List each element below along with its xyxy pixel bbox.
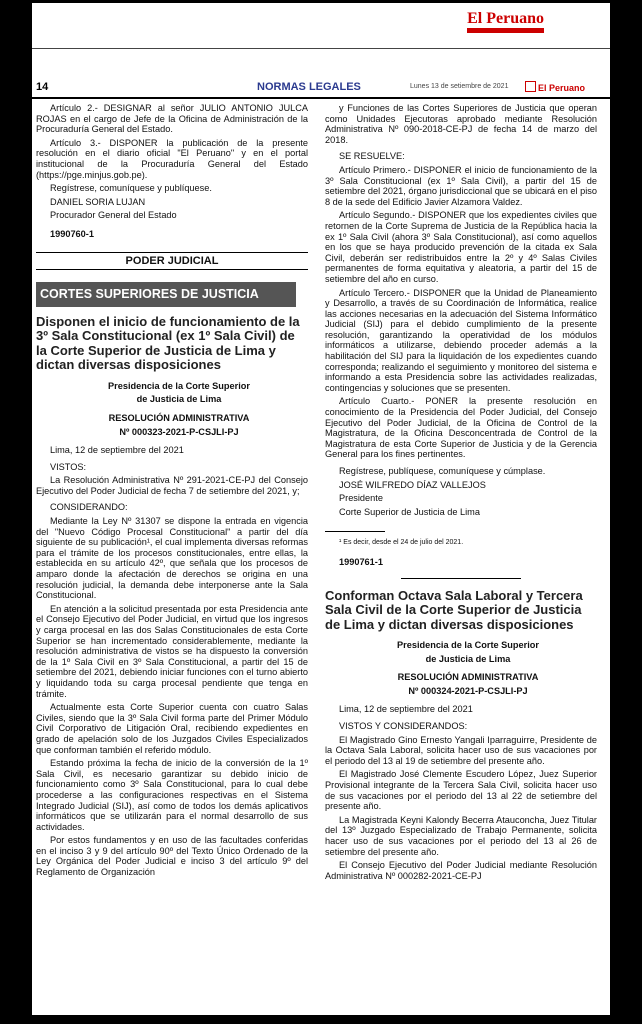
paragraph: Artículo 3.- DISPONER la publicación de la presente resolución en el diario oficial "El Peruano" y en el portal institucional de la Procuraduría General del Estado (https://pge.minjus.gob.pe). bbox=[36, 137, 308, 180]
paragraph: Regístrese, comuníquese y publíquese. bbox=[50, 183, 212, 194]
paragraph: Artículo 2.- DESIGNAR al señor JULIO ANTONIO JULCA ROJAS en el cargo de Jefe de la Oficina de Administración de la Procuraduría General del Estado. bbox=[36, 103, 308, 135]
subheading: CONSIDERANDO: bbox=[50, 502, 128, 513]
resolution-number: Nº 000323-2021-P-CSJLI-PJ bbox=[119, 426, 239, 437]
header-brand: El Peruano bbox=[525, 81, 585, 93]
signature-name: DANIEL SORIA LUJAN bbox=[50, 196, 146, 207]
paragraph: En atención a la solicitud presentada por esta Presidencia ante el Consejo Ejecutivo del Poder Judicial, en virtud que los ingresos y carga procesal en las dos Salas Constitucionales de esta Corte Superior se han incrementado considerablemente, mediante la resolución administrativa de vistos se ha dispuesto la conversión de la 1º Sala Civil en 3º Sala Constitucional, a partir del 15 de setiembre del 2021, debiendo iniciar funciones con el turno abierto y liquidando toda su carga procesal pendiente que tenga en trámite. bbox=[36, 603, 308, 699]
issuer-line: de Justicia de Lima bbox=[425, 653, 511, 664]
issuer-line: de Justicia de Lima bbox=[136, 394, 222, 405]
peru-shield-icon bbox=[525, 81, 536, 92]
newspaper-page bbox=[32, 3, 610, 1015]
masthead bbox=[32, 3, 610, 43]
right-column bbox=[325, 103, 597, 884]
subheading: VISTOS Y CONSIDERANDOS: bbox=[339, 721, 468, 732]
place-date: Lima, 12 de septiembre del 2021 bbox=[50, 445, 184, 456]
subheading: SE RESUELVE: bbox=[339, 151, 405, 162]
section-title: NORMAS LEGALES bbox=[257, 81, 361, 93]
subheading: VISTOS: bbox=[50, 461, 87, 472]
issue-date: Lunes 13 de setiembre de 2021 bbox=[410, 83, 509, 90]
footnote-rule bbox=[325, 531, 385, 532]
paragraph: La Magistrada Keyni Kalondy Becerra Atauconcha, Juez Titular del 13º Juzgado Especializado de Trabajo Permanente, solicita hacer uso de sus vacaciones por el periodo del 13 al 26 de setiembre del presente año. bbox=[325, 814, 597, 857]
issuer-line: Presidencia de la Corte Superior bbox=[108, 380, 250, 391]
section-heading: PODER JUDICIAL bbox=[36, 252, 308, 271]
issuer-line: Presidencia de la Corte Superior bbox=[397, 640, 539, 651]
signature-title: Presidente bbox=[339, 493, 383, 504]
paragraph: Por estos fundamentos y en uso de las facultades conferidas en el inciso 3 y 9 del artículo 90º del Texto Único Ordenado de la Ley Orgánica del Poder Judicial e inciso 3 del artículo 9º del Reglamento de Organización bbox=[36, 835, 308, 878]
signature-org: Corte Superior de Justicia de Lima bbox=[339, 506, 480, 517]
paragraph: Actualmente esta Corte Superior cuenta con cuatro Salas Civiles, siendo que la 3º Sala Civil forma parte del Primer Módulo Civil Corporativo de Litigación Oral, recibiendo expedientes en grado de apelación solo de los Juzgados Civiles Especializados que conforman también el referido módulo. bbox=[36, 702, 308, 755]
footnote: ¹ Es decir, desde el 24 de julio del 2021. bbox=[339, 539, 464, 547]
article-headline: Conforman Octava Sala Laboral y Tercera Sala Civil de la Corte Superior de Justicia de Lima y dictan diversas disposiciones bbox=[325, 587, 583, 632]
paragraph: Artículo Cuarto.- PONER la presente resolución en conocimiento de la Presidencia del Poder Judicial, del Consejo Ejecutivo del Poder Judicial, de la Oficina de Control de la Magistratura, de la Oficina Desconcentrada de Control de la Magistratura de esta Corte Superior de Justicia y de la Gerencia General para los fines pertinentes. bbox=[325, 396, 597, 460]
signature-name: JOSÉ WILFREDO DÍAZ VALLEJOS bbox=[339, 479, 486, 490]
paragraph: Mediante la Ley Nº 31307 se dispone la entrada en vigencia del "Nuevo Código Procesal Constitucional" a partir del día siguiente de su publicación¹, el cual implementa diversas reformas para el trámite de los procesos constitucionales, entre ellas, la establecida en su artículo 42º, que señala que los procesos de amparo donde la afectación de derechos se origina en una resolución judicial, la demanda debe interponerse ante la Sala Constitucional. bbox=[36, 516, 308, 601]
divider bbox=[401, 578, 521, 579]
paragraph: Regístrese, publíquese, comuníquese y cúmplase. bbox=[339, 466, 546, 476]
resolution-title: RESOLUCIÓN ADMINISTRATIVA bbox=[397, 672, 539, 683]
paragraph: Artículo Segundo.- DISPONER que los expedientes civiles que retornen de la Corte Suprema de Justicia de la República hacia la ex 1º Sala Civil (ahora 3º Sala Constitucional), así como aquellos en los que se haya producido prevención de la citada ex Sala Civil, deberán ser redistribuidos entre la 2º y 4º Salas Civiles permanentes de forma equitativa y aleatoria, a partir del 15 de setiembre del año en curso. bbox=[325, 210, 597, 284]
el-peruano-logo: El Peruano bbox=[467, 11, 544, 33]
page-number: 14 bbox=[36, 81, 49, 93]
document-code: 1990761-1 bbox=[339, 556, 383, 567]
paragraph: El Consejo Ejecutivo del Poder Judicial mediante Resolución Administrativa Nº 000282-2021-CE-PJ bbox=[325, 860, 597, 881]
page-header bbox=[32, 79, 610, 99]
resolution-title: RESOLUCIÓN ADMINISTRATIVA bbox=[108, 412, 250, 423]
paragraph: Artículo Tercero.- DISPONER que la Unidad de Planeamiento y Desarrollo, a través de su Coordinación de Informática, realice las acciones necesarias en la adecuación del Sistema Informático Judicial (SIJ) para el debido cumplimiento de la presente resolución, garantizando la operatividad de los módulos informáticos a utilizarse, debiendo proceder además a la habilitación del SIJ para la liquidación de los expedientes cuando corresponda; realizando el seguimiento y monitoreo del sistema e informando a esta Presidencia sobre las actividades realizadas, contingencias y soluciones que se presenten. bbox=[325, 287, 597, 393]
paragraph: Estando próxima la fecha de inicio de la conversión de la 1º Sala Civil, es necesario garantizar su debido inicio de funcionamiento como 3º Sala Constitucional, para lo cual debe procederse a las configuraciones respectivas en el Sistema Integrado Judicial (SIJ), así como de todos los demás aplicativos informáticos que se utilizarán para el normal desarrollo de sus actividades. bbox=[36, 758, 308, 832]
paragraph: La Resolución Administrativa Nº 291-2021-CE-PJ del Consejo Ejecutivo del Poder Judicial de fecha 7 de setiembre del 2021, y; bbox=[36, 475, 308, 496]
paragraph: El Magistrado José Clemente Escudero López, Juez Superior Provisional integrante de la Tercera Sala Civil, solicita hacer uso de sus vacaciones por el periodo del 13 al 22 de setiembre del presente año. bbox=[325, 769, 597, 812]
paragraph: y Funciones de las Cortes Superiores de Justicia que operan como Unidades Ejecutoras aprobado mediante Resolución Administrativa Nº 090-2018-CE-PJ de fecha 14 de marzo del 2018. bbox=[325, 103, 597, 145]
left-column bbox=[36, 103, 308, 881]
resolution-number: Nº 000324-2021-P-CSJLI-PJ bbox=[408, 685, 528, 696]
paragraph: El Magistrado Gino Ernesto Yangali Iparraguirre, Presidente de la Octava Sala Laboral, solicita hacer uso de sus vacaciones por el periodo del 13 al 19 de setiembre del presente año. bbox=[325, 734, 597, 766]
signature-title: Procurador General del Estado bbox=[50, 210, 177, 221]
paragraph: Artículo Primero.- DISPONER el inicio de funcionamiento de la 3º Sala Constitucional (ex 1º Sala Civil), a partir del 15 de setiembre del 2021, órgano jurisdiccional que se ubicará en el piso 8 de la sede del Edificio Javier Alzamora Valdez. bbox=[325, 164, 597, 207]
place-date: Lima, 12 de septiembre del 2021 bbox=[339, 704, 473, 715]
article-headline: Disponen el inicio de funcionamiento de la 3º Sala Constitucional (ex 1º Sala Civil) de la Corte Superior de Justicia de Lima y dictan diversas disposiciones bbox=[36, 313, 300, 373]
top-rule bbox=[32, 48, 610, 49]
document-code: 1990760-1 bbox=[50, 228, 94, 239]
category-banner: CORTES SUPERIORES DE JUSTICIA bbox=[36, 282, 296, 307]
